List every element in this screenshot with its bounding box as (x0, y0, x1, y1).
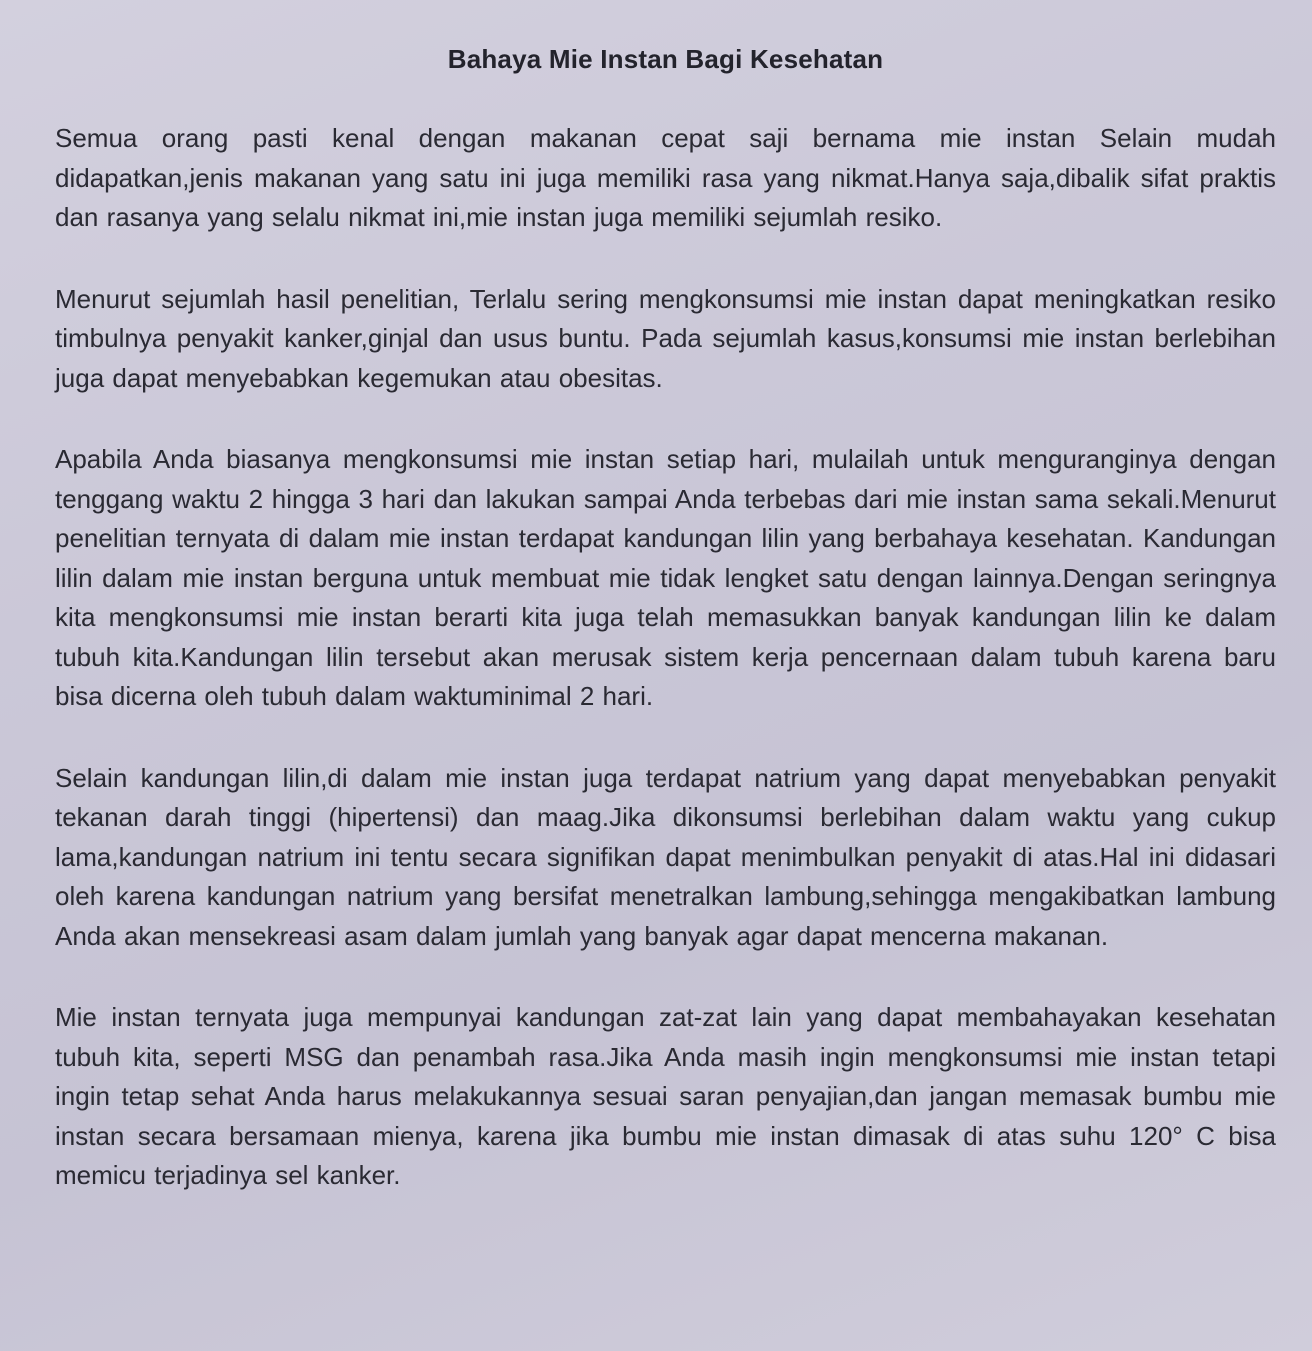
paragraph-5: Mie instan ternyata juga mempunyai kandungan zat-zat lain yang dapat membahayakan kesehatan tubuh kita, seperti MSG dan penambah rasa.Jika Anda masih ingin mengkonsumsi mie instan tetapi ingin tetap sehat Anda harus melakukannya sesuai saran penyajian,dan jangan memasak bumbu mie instan secara bersamaan mienya, karena jika bumbu mie instan dimasak di atas suhu 120° C bisa memicu terjadinya sel kanker. (55, 1002, 1276, 1190)
document-title: Bahaya Mie Instan Bagi Kesehatan (447, 44, 884, 74)
paragraph-3: Apabila Anda biasanya mengkonsumsi mie instan setiap hari, mulailah untuk menguranginya dengan tenggang waktu 2 hingga 3 hari dan lakukan sampai Anda terbebas dari mie instan sama sekali.Menurut penelitian ternyata di dalam mie instan terdapat kandungan lilin yang berbahaya kesehatan. Kandungan lilin dalam mie instan berguna untuk membuat mie tidak lengket satu dengan lainnya.Dengan seringnya kita mengkonsumsi mie instan berarti kita juga telah memasukkan banyak kandungan lilin ke dalam tubuh kita.Kandungan lilin tersebut akan merusak sistem kerja pencernaan dalam tubuh karena baru bisa dicerna oleh tubuh dalam waktuminimal 2 hari. (55, 444, 1276, 711)
paragraph-2: Menurut sejumlah hasil penelitian, Terlalu sering mengkonsumsi mie instan dapat meningkatkan resiko timbulnya penyakit kanker,ginjal dan usus buntu. Pada sejumlah kasus,konsumsi mie instan berlebihan juga dapat menyebabkan kegemukan atau obesitas. (55, 283, 1276, 393)
paragraph-1: Semua orang pasti kenal dengan makanan cepat saji bernama mie instan Selain mudah didapatkan,jenis makanan yang satu ini juga memiliki rasa yang nikmat.Hanya saja,dibalik sifat praktis dan rasanya yang selalu nikmat ini,mie instan juga memiliki sejumlah resiko. (55, 123, 1276, 232)
paragraph-4: Selain kandungan lilin,di dalam mie instan juga terdapat natrium yang dapat menyebabkan penyakit tekanan darah tinggi (hipertensi) dan maag.Jika dikonsumsi berlebihan dalam waktu yang cukup lama,kandungan natrium ini tentu secara signifikan dapat menimbulkan penyakit di atas.Hal ini didasari oleh karena kandungan natrium yang bersifat menetralkan lambung,sehingga mengakibatkan lambung Anda akan mensekreasi asam dalam jumlah yang banyak agar dapat mencerna makanan. (55, 762, 1276, 951)
